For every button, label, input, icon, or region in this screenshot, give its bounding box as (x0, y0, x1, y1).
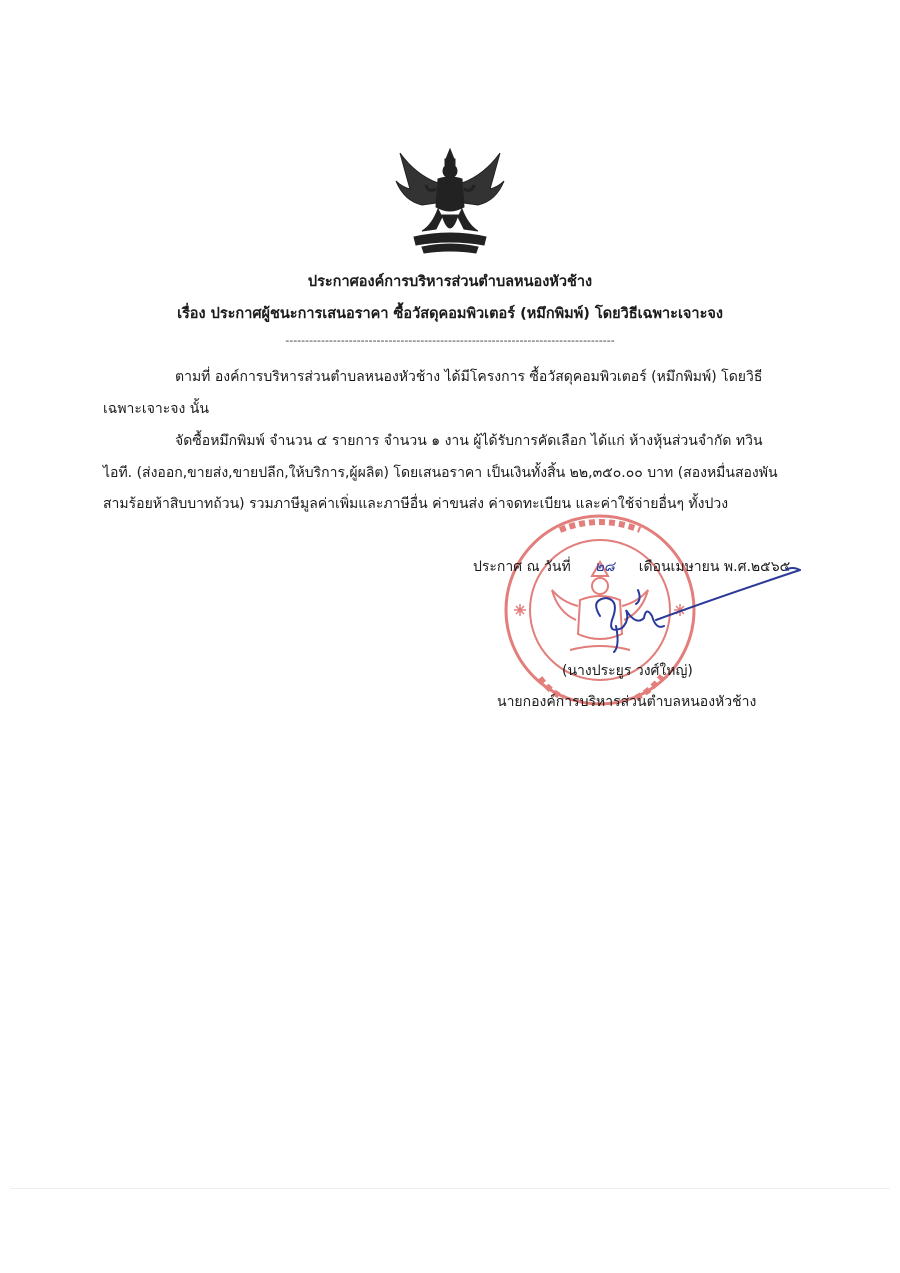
body-paragraph-2-line-2: ไอที. (ส่งออก,ขายส่ง,ขายปลีก,ให้บริการ,ผู้ผลิต) โดยเสนอราคา เป็นเงินทั้งสิ้น ๒๒,๓๕๐.๐๐ บาท (สองหมื่นสองพัน (103, 465, 778, 481)
body-paragraph-2-line-1: จัดซื้อหมึกพิมพ์ จำนวน ๔ รายการ จำนวน ๑ งาน ผู้ได้รับการคัดเลือก ได้แก่ ห้างหุ้นส่วนจำกัด ทวิน (175, 433, 763, 449)
announcement-day-handwritten: ๒๘ (594, 559, 615, 575)
announcement-month-year: เดือนเมษายน พ.ศ.๒๕๖๕ (638, 559, 791, 575)
signer-name: (นางประยูร วงศ์ใหญ่) (562, 663, 693, 679)
signer-position: นายกองค์การบริหารส่วนตำบลหนองหัวช้าง (497, 694, 757, 710)
document-subject: เรื่อง ประกาศผู้ชนะการเสนอราคา ซื้อวัสดุคอมพิวเตอร์ (หมึกพิมพ์) โดยวิธีเฉพาะเจาะจง (177, 306, 723, 322)
garuda-emblem-icon (392, 145, 508, 257)
page-bottom-edge (10, 1188, 890, 1189)
announcement-date-prefix: ประกาศ ณ วันที่ (473, 559, 571, 575)
announcement-date-line (473, 556, 790, 578)
document-title: ประกาศองค์การบริหารส่วนตำบลหนองหัวช้าง (307, 274, 593, 290)
body-paragraph-1-line-2: เฉพาะเจาะจง นั้น (103, 401, 209, 417)
handwritten-signature (560, 530, 810, 660)
separator-line: ----------------------------------------------------------------------------------- (285, 334, 615, 347)
body-paragraph-1-line-1: ตามที่ องค์การบริหารส่วนตำบลหนองหัวช้าง ได้มีโครงการ ซื้อวัสดุคอมพิวเตอร์ (หมึกพิมพ์) โดยวิธี (175, 369, 763, 385)
body-paragraph-2-line-3: สามร้อยห้าสิบบาทถ้วน) รวมภาษีมูลค่าเพิ่มและภาษีอื่น ค่าขนส่ง ค่าจดทะเบียน และค่าใช้จ่ายอื่นๆ ทั้งปวง (103, 496, 729, 512)
